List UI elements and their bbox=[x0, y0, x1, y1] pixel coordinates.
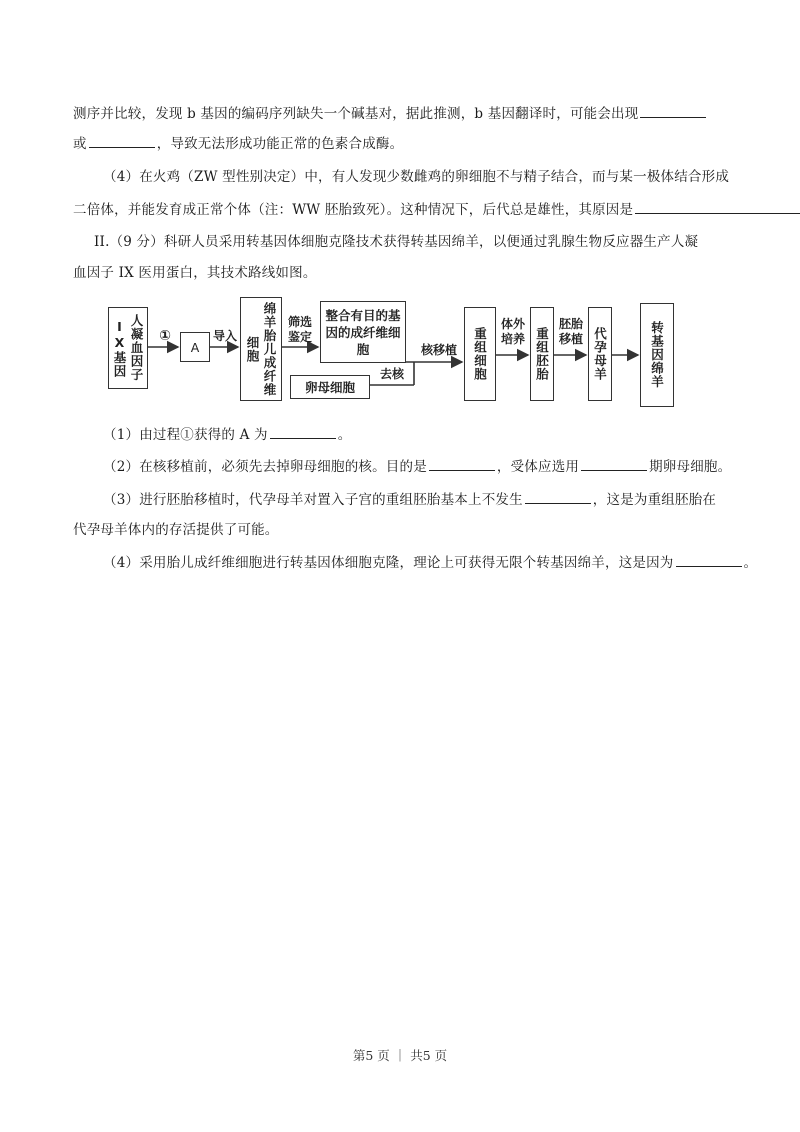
step-enucleate-label: 去核 bbox=[379, 367, 404, 381]
text-segment: 血因子 IX 医用蛋白，其技术路线如图。 bbox=[73, 265, 317, 281]
answer-blank[interactable] bbox=[525, 489, 591, 504]
step-1-label: ① bbox=[159, 328, 171, 344]
answer-blank[interactable] bbox=[429, 456, 495, 471]
text-line-3 bbox=[103, 167, 729, 187]
box-oocyte: 卵母细胞 bbox=[290, 375, 370, 399]
box-fetal-fibroblast: 绵羊胎儿成纤维细胞 bbox=[240, 297, 282, 401]
box-transgenic-sheep: 转基因绵羊 bbox=[640, 303, 674, 407]
text-segment: 代孕母羊体内的存活提供了可能。 bbox=[73, 522, 279, 538]
text-segment: （3）进行胚胎移植时，代孕母羊对置入子宫的重组胚胎基本上不发生 bbox=[103, 492, 523, 508]
box-recombinant-embryo: 重组胚胎 bbox=[530, 307, 554, 401]
text-segment: ，受体应选用 bbox=[496, 459, 580, 475]
text-segment: 测序并比较，发现 b 基因的编码序列缺失一个碱基对，据此推测，b 基因翻译时，可能会出现 bbox=[73, 106, 639, 122]
answer-blank[interactable] bbox=[270, 424, 336, 439]
text-segment: 二倍体，并能发育成正常个体（注：WW 胚胎致死）。这种情况下，后代总是雄性，其原因是 bbox=[73, 202, 634, 218]
answer-blank[interactable] bbox=[635, 199, 800, 214]
text-segment: （2）在核移植前，必须先去掉卵母细胞的核。目的是 bbox=[103, 459, 427, 475]
text-segment: 或 bbox=[73, 136, 87, 152]
text-segment: （4）采用胎儿成纤维细胞进行转基因体细胞克隆，理论上可获得无限个转基因绵羊，这是因为 bbox=[103, 555, 674, 571]
box-recombinant-cell: 重组细胞 bbox=[464, 307, 496, 401]
page-footer: 第5 页 ｜ 共5 页 bbox=[352, 1048, 448, 1063]
answer-blank[interactable] bbox=[676, 552, 742, 567]
text-segment: ，导致无法形成功能正常的色素合成酶。 bbox=[156, 136, 404, 152]
text-segment: ，这是为重组胚胎在 bbox=[592, 492, 717, 508]
box-integrated-fibroblast: 整合有目的基因的成纤维细胞 bbox=[320, 301, 406, 363]
text-line-2 bbox=[73, 133, 403, 154]
text-segment: II.（9 分）科研人员采用转基因体细胞克隆技术获得转基因绵羊，以便通过乳腺生物反应器生产人凝 bbox=[94, 234, 699, 250]
answer-blank[interactable] bbox=[581, 456, 647, 471]
text-line-5 bbox=[94, 232, 698, 252]
text-segment: 期卵母细胞。 bbox=[649, 459, 732, 475]
step-culture-label: 体外培养 bbox=[500, 317, 525, 346]
text-segment: （4）在火鸡（ZW 型性别决定）中，有人发现少数雌鸡的卵细胞不与精子结合，而与某一极体结合形成 bbox=[103, 169, 730, 185]
text-segment: 。 bbox=[337, 427, 352, 443]
text-line-4 bbox=[73, 199, 800, 220]
text-segment: （1）由过程①获得的 A 为 bbox=[103, 427, 268, 443]
box-a: A bbox=[180, 332, 210, 362]
text-line-1 bbox=[73, 103, 708, 124]
question-3 bbox=[103, 489, 716, 510]
question-3-cont bbox=[73, 520, 279, 540]
box-gene: 人凝血因子IX基因 bbox=[108, 307, 148, 389]
box-surrogate-ewe: 代孕母羊 bbox=[588, 307, 612, 401]
step-embryo-transfer-label: 胚胎移植 bbox=[558, 317, 583, 346]
answer-blank[interactable] bbox=[640, 103, 706, 118]
question-1 bbox=[103, 424, 351, 445]
answer-blank[interactable] bbox=[89, 133, 155, 148]
step-screen-label: 筛选鉴定 bbox=[287, 315, 312, 344]
step-import-label: 导入 bbox=[212, 329, 237, 343]
step-nuclear-transfer-label: 核移植 bbox=[420, 343, 457, 357]
question-4 bbox=[103, 552, 757, 573]
technology-route-diagram bbox=[100, 295, 700, 415]
question-2 bbox=[103, 456, 731, 477]
text-line-6 bbox=[73, 263, 317, 283]
text-segment: 。 bbox=[743, 555, 758, 571]
